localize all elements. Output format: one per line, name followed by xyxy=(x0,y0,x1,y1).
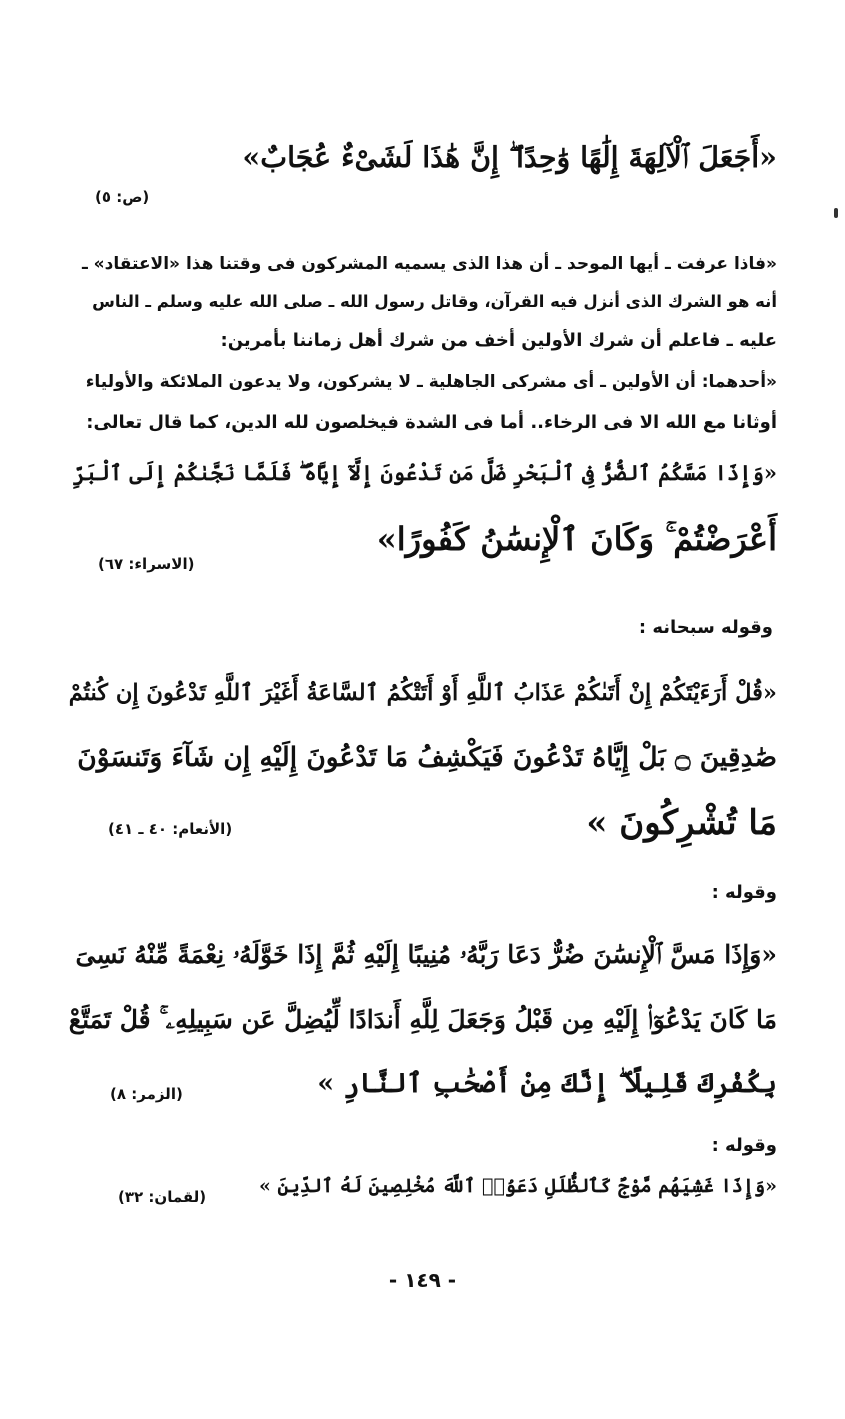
prose-line: «أحدهما: أن الأولين ـ أى مشركى الجاهلية ـ لا يشركون، ولا يدعون الملائكة والأولياء xyxy=(85,372,777,392)
verse-line: «أَجَعَلَ ٱلْآلِهَةَ إِلَٰهًا وَٰحِدًا ۖ إِنَّ هَٰذَا لَشَىْءٌ عُجَابٌ» xyxy=(242,140,777,174)
prose-line: أنه هو الشرك الذى أنزل فيه القرآن، وقاتل رسول الله ـ صلى الله عليه وسلم ـ الناس xyxy=(92,292,777,311)
verse-line: بِكُفْرِكَ قَلِيلًا ۖ إِنَّكَ مِنْ أَصْحَٰبِ ٱلنَّارِ » xyxy=(317,1068,777,1099)
verse-line: مَا كَانَ يَدْعُوٓا۟ إِلَيْهِ مِن قَبْلُ وَجَعَلَ لِلَّهِ أَندَادًا لِّيُضِلَّ عَن سَبِيلِهِۦ ۚ قُلْ تَمَتَّعْ xyxy=(68,1005,777,1034)
verse-line: «وَإِذَا غَشِيَهُم مَّوْجٌ كَٱلظُّلَلِ دَعَوُا۟ ٱللَّهَ مُخْلِصِينَ لَهُ ٱلدِّينَ » xyxy=(258,1175,777,1197)
intro-line: وقوله : xyxy=(711,1135,777,1156)
prose-line: أوثانا مع الله الا فى الرخاء.. أما فى الشدة فيخلصون لله الدين، كما قال تعالى: xyxy=(86,412,777,433)
verse-reference: (ص: ٥) xyxy=(95,188,150,206)
prose-line: «فاذا عرفت ـ أيها الموحد ـ أن هذا الذى يسميه المشركون فى وقتنا هذا «الاعتقاد» ـ xyxy=(81,254,777,274)
intro-line: وقوله : xyxy=(711,882,777,903)
verse-reference: (لقمان: ٣٢) xyxy=(118,1188,207,1206)
intro-line: وقوله سبحانه : xyxy=(638,617,773,638)
verse-line: «وَإِذَا مَسَّ ٱلْإِنسَٰنَ ضُرٌّ دَعَا رَبَّهُۥ مُنِيبًا إِلَيْهِ ثُمَّ إِذَا خَوَّلَهُۥ نِعْمَةً مِّنْهُ نَسِىَ xyxy=(75,940,777,969)
verse-line: مَا تُشْرِكُونَ » xyxy=(586,803,777,843)
verse-line: صَٰدِقِينَ ۝ بَلْ إِيَّاهُ تَدْعُونَ فَيَكْشِفُ مَا تَدْعُونَ إِلَيْهِ إِن شَآءَ وَتَنسَوْنَ xyxy=(77,742,777,773)
verse-line: «وَإِذَا مَسَّكُمُ ٱلضُّرُّ فِى ٱلْبَحْرِ ضَلَّ مَن تَدْعُونَ إِلَّآ إِيَّاهُ ۖ فَلَمَّا نَجَّىٰكُمْ إِلَى ٱلْبَرِّ xyxy=(72,460,777,485)
verse-line: أَعْرَضْتُمْ ۚ وَكَانَ ٱلْإِنسَٰنُ كَفُورًا» xyxy=(376,520,777,558)
verse-line: «قُلْ أَرَءَيْتَكُمْ إِنْ أَتَىٰكُمْ عَذَابُ ٱللَّهِ أَوْ أَتَتْكُمُ ٱلسَّاعَةُ أَغَيْرَ ٱللَّهِ تَدْعُونَ إِن كُنتُمْ xyxy=(68,680,777,706)
verse-reference: (الاسراء: ٦٧) xyxy=(98,555,195,573)
page-number: - ١٤٩ - xyxy=(388,1268,457,1292)
verse-reference: (الأنعام: ٤٠ ـ ٤١) xyxy=(108,820,233,838)
scan-mark xyxy=(834,208,838,218)
prose-line: عليه ـ فاعلم أن شرك الأولين أخف من شرك أهل زماننا بأمرين: xyxy=(220,330,777,351)
verse-reference: (الزمر: ٨) xyxy=(110,1085,183,1103)
